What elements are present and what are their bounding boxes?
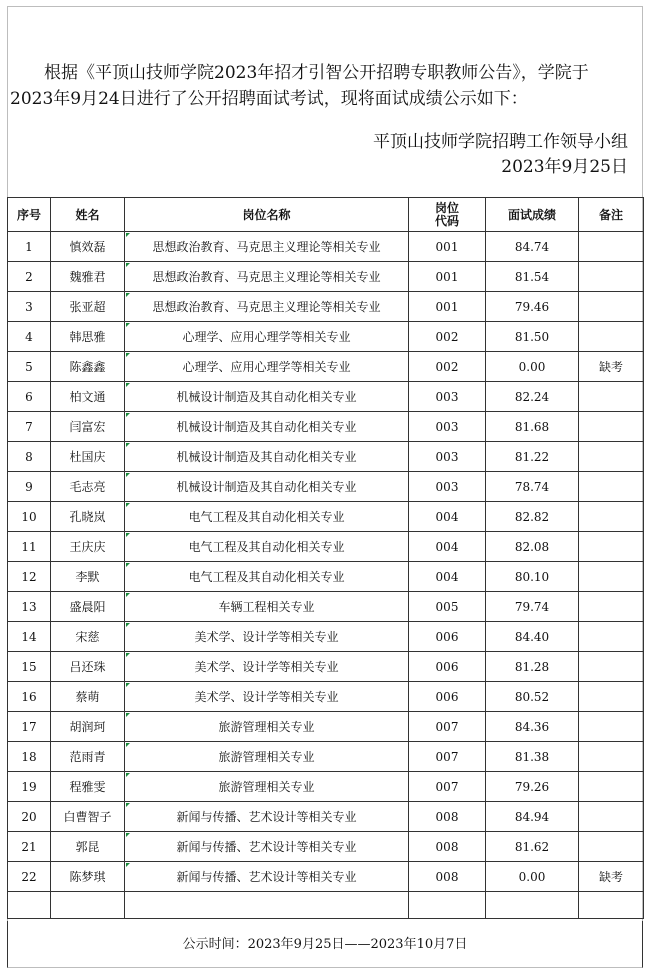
cell-code: 008 xyxy=(409,832,486,862)
table-row xyxy=(8,712,644,742)
cell-name: 毛志亮 xyxy=(51,472,125,502)
cell-score: 84.94 xyxy=(486,802,579,832)
cell-score: 84.74 xyxy=(486,232,579,262)
cell-index: 22 xyxy=(8,862,51,892)
cell-code: 007 xyxy=(409,742,486,772)
cell-position: 车辆工程相关专业 xyxy=(125,592,409,622)
cell-name: 王庆庆 xyxy=(51,532,125,562)
header-note: 备注 xyxy=(579,198,644,232)
cell-name: 张亚超 xyxy=(51,292,125,322)
cell-note xyxy=(579,382,644,412)
cell-name: 陈鑫鑫 xyxy=(51,352,125,382)
cell-note xyxy=(579,322,644,352)
table-row xyxy=(8,502,644,532)
table-header-row xyxy=(8,198,644,232)
cell-code: 001 xyxy=(409,262,486,292)
cell-index: 20 xyxy=(8,802,51,832)
table-row xyxy=(8,832,644,862)
cell-score: 79.26 xyxy=(486,772,579,802)
cell-note xyxy=(579,292,644,322)
cell-index: 17 xyxy=(8,712,51,742)
cell-name: 胡润珂 xyxy=(51,712,125,742)
cell-note xyxy=(579,472,644,502)
table-row xyxy=(8,772,644,802)
cell-position: 机械设计制造及其自动化相关专业 xyxy=(125,412,409,442)
cell-name: 白曹智子 xyxy=(51,802,125,832)
score-table xyxy=(7,197,644,919)
cell-position: 思想政治教育、马克思主义理论等相关专业 xyxy=(125,292,409,322)
cell-name: 宋慈 xyxy=(51,622,125,652)
cell-score: 79.46 xyxy=(486,292,579,322)
cell-index: 8 xyxy=(8,442,51,472)
notice-period: 公示时间：2023年9月25日——2023年10月7日 xyxy=(7,921,643,968)
cell-note xyxy=(579,532,644,562)
cell-position: 旅游管理相关专业 xyxy=(125,712,409,742)
cell-score: 82.08 xyxy=(486,532,579,562)
cell-position: 新闻与传播、艺术设计等相关专业 xyxy=(125,802,409,832)
cell-score: 80.10 xyxy=(486,562,579,592)
cell-position: 美术学、设计学等相关专业 xyxy=(125,622,409,652)
cell-note xyxy=(579,712,644,742)
intro-line-2: 2023年9月24日进行了公开招聘面试考试，现将面试成绩公示如下： xyxy=(10,89,528,109)
signature-date: 2023年9月25日 xyxy=(501,157,628,177)
cell-index: 13 xyxy=(8,592,51,622)
cell-position: 心理学、应用心理学等相关专业 xyxy=(125,322,409,352)
cell-code: 006 xyxy=(409,682,486,712)
cell-index: 16 xyxy=(8,682,51,712)
cell-index: 6 xyxy=(8,382,51,412)
cell-note xyxy=(579,742,644,772)
cell-code: 004 xyxy=(409,532,486,562)
table-body xyxy=(8,232,644,919)
cell-name: 孔晓岚 xyxy=(51,502,125,532)
cell-position: 心理学、应用心理学等相关专业 xyxy=(125,352,409,382)
cell-note xyxy=(579,502,644,532)
cell-index: 11 xyxy=(8,532,51,562)
cell-name: 魏雅君 xyxy=(51,262,125,292)
header-code-line-2: 代码 xyxy=(434,213,459,228)
cell-position: 电气工程及其自动化相关专业 xyxy=(125,502,409,532)
header-index: 序号 xyxy=(8,198,51,232)
table-row xyxy=(8,562,644,592)
table-row xyxy=(8,532,644,562)
cell-code: 006 xyxy=(409,652,486,682)
cell-position: 美术学、设计学等相关专业 xyxy=(125,682,409,712)
cell-score: 79.74 xyxy=(486,592,579,622)
header-name: 姓名 xyxy=(51,198,125,232)
cell-name: 闫富宏 xyxy=(51,412,125,442)
cell-note xyxy=(579,682,644,712)
table-row xyxy=(8,622,644,652)
cell-note xyxy=(579,622,644,652)
cell-note xyxy=(579,262,644,292)
cell-code: 002 xyxy=(409,352,486,382)
table-row xyxy=(8,232,644,262)
cell-code: 004 xyxy=(409,502,486,532)
cell-index: 12 xyxy=(8,562,51,592)
cell-score: 0.00 xyxy=(486,352,579,382)
cell-note xyxy=(579,442,644,472)
cell-name: 盛晨阳 xyxy=(51,592,125,622)
cell-score: 81.28 xyxy=(486,652,579,682)
table-row xyxy=(8,442,644,472)
cell-name: 程雅雯 xyxy=(51,772,125,802)
cell-code: 007 xyxy=(409,712,486,742)
cell-code: 003 xyxy=(409,472,486,502)
cell-note xyxy=(579,412,644,442)
table-row xyxy=(8,862,644,892)
cell-note xyxy=(579,562,644,592)
cell-score: 81.50 xyxy=(486,322,579,352)
cell-score: 0.00 xyxy=(486,862,579,892)
table-row xyxy=(8,322,644,352)
cell-name: 李默 xyxy=(51,562,125,592)
empty-cell xyxy=(409,892,486,919)
cell-name: 郭昆 xyxy=(51,832,125,862)
cell-score: 82.24 xyxy=(486,382,579,412)
table-row xyxy=(8,352,644,382)
cell-note: 缺考 xyxy=(579,352,644,382)
cell-position: 新闻与传播、艺术设计等相关专业 xyxy=(125,862,409,892)
table-row xyxy=(8,592,644,622)
cell-note xyxy=(579,652,644,682)
header-code xyxy=(409,198,486,232)
cell-score: 81.54 xyxy=(486,262,579,292)
cell-code: 004 xyxy=(409,562,486,592)
cell-position: 电气工程及其自动化相关专业 xyxy=(125,532,409,562)
cell-score: 81.22 xyxy=(486,442,579,472)
cell-score: 81.62 xyxy=(486,832,579,862)
cell-code: 003 xyxy=(409,412,486,442)
cell-position: 旅游管理相关专业 xyxy=(125,742,409,772)
cell-note xyxy=(579,832,644,862)
cell-name: 韩思雅 xyxy=(51,322,125,352)
signature-block xyxy=(373,130,628,180)
cell-index: 10 xyxy=(8,502,51,532)
cell-name: 慎效磊 xyxy=(51,232,125,262)
intro-paragraph xyxy=(10,60,638,112)
cell-note: 缺考 xyxy=(579,862,644,892)
cell-name: 吕还珠 xyxy=(51,652,125,682)
cell-code: 003 xyxy=(409,442,486,472)
signature-org: 平顶山技师学院招聘工作领导小组 xyxy=(373,132,628,152)
cell-name: 陈梦琪 xyxy=(51,862,125,892)
cell-position: 机械设计制造及其自动化相关专业 xyxy=(125,442,409,472)
empty-cell xyxy=(579,892,644,919)
cell-position: 新闻与传播、艺术设计等相关专业 xyxy=(125,832,409,862)
empty-cell xyxy=(8,892,51,919)
table-row xyxy=(8,802,644,832)
cell-position: 思想政治教育、马克思主义理论等相关专业 xyxy=(125,262,409,292)
cell-code: 005 xyxy=(409,592,486,622)
cell-index: 19 xyxy=(8,772,51,802)
cell-score: 84.40 xyxy=(486,622,579,652)
cell-position: 思想政治教育、马克思主义理论等相关专业 xyxy=(125,232,409,262)
table-row-empty xyxy=(8,892,644,919)
cell-index: 2 xyxy=(8,262,51,292)
cell-code: 006 xyxy=(409,622,486,652)
cell-note xyxy=(579,592,644,622)
table-row xyxy=(8,682,644,712)
cell-note xyxy=(579,772,644,802)
cell-index: 7 xyxy=(8,412,51,442)
cell-index: 3 xyxy=(8,292,51,322)
empty-cell xyxy=(51,892,125,919)
cell-position: 美术学、设计学等相关专业 xyxy=(125,652,409,682)
cell-score: 82.82 xyxy=(486,502,579,532)
cell-score: 84.36 xyxy=(486,712,579,742)
table-row xyxy=(8,652,644,682)
table-row xyxy=(8,292,644,322)
cell-index: 15 xyxy=(8,652,51,682)
cell-name: 柏文通 xyxy=(51,382,125,412)
cell-name: 蔡萌 xyxy=(51,682,125,712)
header-score: 面试成绩 xyxy=(486,198,579,232)
cell-code: 007 xyxy=(409,772,486,802)
cell-position: 机械设计制造及其自动化相关专业 xyxy=(125,472,409,502)
cell-note xyxy=(579,802,644,832)
table-row xyxy=(8,382,644,412)
cell-code: 008 xyxy=(409,802,486,832)
header-position: 岗位名称 xyxy=(125,198,409,232)
cell-index: 4 xyxy=(8,322,51,352)
intro-line-1: 根据《平顶山技师学院2023年招才引智公开招聘专职教师公告》，学院于 xyxy=(44,63,589,83)
cell-note xyxy=(579,232,644,262)
table-row xyxy=(8,472,644,502)
cell-code: 003 xyxy=(409,382,486,412)
cell-index: 1 xyxy=(8,232,51,262)
cell-score: 81.68 xyxy=(486,412,579,442)
cell-position: 旅游管理相关专业 xyxy=(125,772,409,802)
cell-name: 范雨青 xyxy=(51,742,125,772)
cell-position: 机械设计制造及其自动化相关专业 xyxy=(125,382,409,412)
cell-index: 9 xyxy=(8,472,51,502)
cell-position: 电气工程及其自动化相关专业 xyxy=(125,562,409,592)
table-row xyxy=(8,262,644,292)
cell-code: 001 xyxy=(409,292,486,322)
empty-cell xyxy=(486,892,579,919)
cell-code: 002 xyxy=(409,322,486,352)
table-row xyxy=(8,742,644,772)
cell-code: 001 xyxy=(409,232,486,262)
cell-index: 14 xyxy=(8,622,51,652)
table-row xyxy=(8,412,644,442)
header-code-line-1: 岗位 xyxy=(434,200,459,215)
cell-score: 78.74 xyxy=(486,472,579,502)
cell-name: 杜国庆 xyxy=(51,442,125,472)
cell-index: 18 xyxy=(8,742,51,772)
cell-score: 80.52 xyxy=(486,682,579,712)
cell-score: 81.38 xyxy=(486,742,579,772)
cell-index: 5 xyxy=(8,352,51,382)
empty-cell xyxy=(125,892,409,919)
cell-code: 008 xyxy=(409,862,486,892)
cell-index: 21 xyxy=(8,832,51,862)
